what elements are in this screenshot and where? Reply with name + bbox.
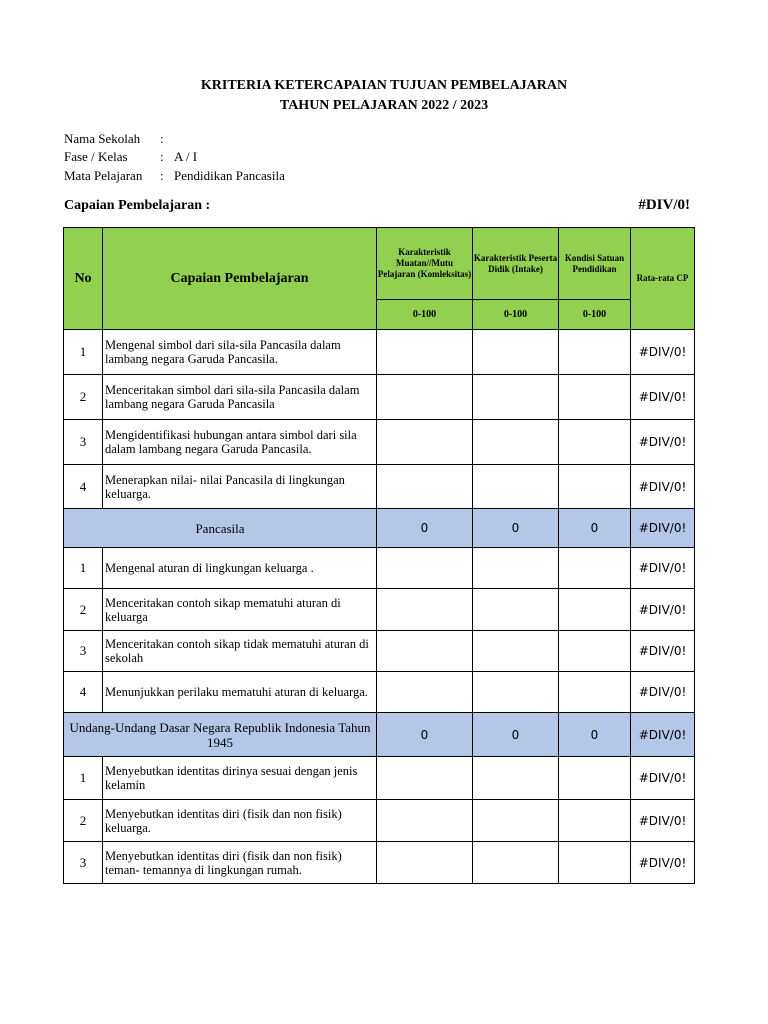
score-cell-k3 <box>559 548 631 589</box>
header-avg: Rata-rata CP <box>631 228 695 330</box>
table-row <box>64 465 695 509</box>
header-cp: Capaian Pembelajaran <box>103 228 377 330</box>
score-cell-k2 <box>473 375 559 420</box>
score-cell-k2 <box>473 800 559 842</box>
score-cell-k2 <box>473 465 559 509</box>
row-number: 3 <box>64 420 103 465</box>
header-range-k2: 0-100 <box>473 300 559 330</box>
score-cell-k3 <box>559 757 631 800</box>
document-title: KRITERIA KETERCAPAIAN TUJUAN PEMBELAJARAN <box>200 78 568 93</box>
header-k1: Karakteristik Muatan//Mutu Pelajaran (Komleksitas) <box>377 228 473 300</box>
score-cell-k2 <box>473 842 559 884</box>
table-row <box>64 757 695 800</box>
score-cell-k3 <box>559 330 631 375</box>
score-cell-k1 <box>377 420 473 465</box>
row-number: 2 <box>64 375 103 420</box>
subject-value: Pendidikan Pancasila <box>174 168 285 183</box>
school-info-row <box>64 131 174 147</box>
row-description: Mengenal aturan di lingkungan keluarga . <box>103 548 377 589</box>
score-cell-k2 <box>473 548 559 589</box>
score-cell-k2 <box>473 631 559 672</box>
table-row <box>64 800 695 842</box>
table-row <box>64 548 695 589</box>
score-cell-k1 <box>377 842 473 884</box>
row-average: #DIV/0! <box>631 548 695 589</box>
row-average: #DIV/0! <box>631 631 695 672</box>
row-number: 3 <box>64 631 103 672</box>
row-number: 1 <box>64 548 103 589</box>
summary-row <box>64 713 695 757</box>
summary-k2: 0 <box>473 713 559 757</box>
summary-average: #DIV/0! <box>631 509 695 548</box>
score-cell-k1 <box>377 589 473 631</box>
row-number: 4 <box>64 672 103 713</box>
row-number: 1 <box>64 330 103 375</box>
score-cell-k3 <box>559 631 631 672</box>
score-cell-k2 <box>473 757 559 800</box>
summary-label: Pancasila <box>64 509 377 548</box>
score-cell-k1 <box>377 757 473 800</box>
cp-heading: Capaian Pembelajaran : <box>64 198 211 213</box>
table-row <box>64 589 695 631</box>
score-cell-k3 <box>559 842 631 884</box>
row-description: Menceritakan contoh sikap tidak mematuhi aturan di sekolah <box>103 631 377 672</box>
row-number: 3 <box>64 842 103 884</box>
row-average: #DIV/0! <box>631 420 695 465</box>
document-subtitle: TAHUN PELAJARAN 2022 / 2023 <box>279 98 489 113</box>
table-row <box>64 420 695 465</box>
score-cell-k3 <box>559 420 631 465</box>
score-cell-k1 <box>377 375 473 420</box>
row-description: Menceritakan contoh sikap mematuhi aturan di keluarga <box>103 589 377 631</box>
row-description: Menyebutkan identitas diri (fisik dan non fisik) keluarga. <box>103 800 377 842</box>
score-cell-k2 <box>473 589 559 631</box>
class-info-row <box>64 149 197 165</box>
criteria-table <box>63 227 695 884</box>
cp-overall-value: #DIV/0! <box>638 197 690 213</box>
row-average: #DIV/0! <box>631 589 695 631</box>
subject-info-row <box>64 168 285 184</box>
colon: : <box>160 149 164 164</box>
score-cell-k3 <box>559 465 631 509</box>
score-cell-k3 <box>559 375 631 420</box>
row-number: 1 <box>64 757 103 800</box>
row-description: Menceritakan simbol dari sila-sila Pancasila dalam lambang negara Garuda Pancasila <box>103 375 377 420</box>
header-no: No <box>64 228 103 330</box>
row-average: #DIV/0! <box>631 757 695 800</box>
score-cell-k1 <box>377 548 473 589</box>
row-number: 4 <box>64 465 103 509</box>
score-cell-k3 <box>559 672 631 713</box>
row-average: #DIV/0! <box>631 465 695 509</box>
row-average: #DIV/0! <box>631 842 695 884</box>
header-range-k1: 0-100 <box>377 300 473 330</box>
subject-label: Mata Pelajaran <box>64 168 143 183</box>
class-value: A / I <box>174 149 198 164</box>
score-cell-k2 <box>473 672 559 713</box>
summary-k1: 0 <box>377 713 473 757</box>
table-row <box>64 330 695 375</box>
school-label: Nama Sekolah <box>64 131 141 146</box>
row-description: Menunjukkan perilaku mematuhi aturan di keluarga. <box>103 672 377 713</box>
colon: : <box>160 168 164 183</box>
class-label: Fase / Kelas <box>64 149 128 164</box>
table-row <box>64 672 695 713</box>
row-average: #DIV/0! <box>631 375 695 420</box>
table-row <box>64 631 695 672</box>
summary-k3: 0 <box>559 509 631 548</box>
table-row <box>64 842 695 884</box>
score-cell-k3 <box>559 800 631 842</box>
score-cell-k1 <box>377 800 473 842</box>
score-cell-k2 <box>473 420 559 465</box>
score-cell-k1 <box>377 330 473 375</box>
row-description: Menyebutkan identitas diri (fisik dan non fisik) teman- temannya di lingkungan rumah. <box>103 842 377 884</box>
row-number: 2 <box>64 589 103 631</box>
row-description: Mengidentifikasi hubungan antara simbol dari sila dalam lambang negara Garuda Pancasila. <box>103 420 377 465</box>
summary-k3: 0 <box>559 713 631 757</box>
score-cell-k1 <box>377 672 473 713</box>
summary-k1: 0 <box>377 509 473 548</box>
row-number: 2 <box>64 800 103 842</box>
row-description: Menerapkan nilai- nilai Pancasila di lingkungan keluarga. <box>103 465 377 509</box>
colon: : <box>160 131 164 146</box>
header-range-k3: 0-100 <box>559 300 631 330</box>
row-average: #DIV/0! <box>631 330 695 375</box>
row-average: #DIV/0! <box>631 800 695 842</box>
score-cell-k1 <box>377 631 473 672</box>
summary-row <box>64 509 695 548</box>
header-k2: Karakteristik Peserta Didik (Intake) <box>473 228 559 300</box>
summary-k2: 0 <box>473 509 559 548</box>
summary-label: Undang-Undang Dasar Negara Republik Indonesia Tahun 1945 <box>64 713 377 757</box>
row-description: Menyebutkan identitas dirinya sesuai dengan jenis kelamin <box>103 757 377 800</box>
score-cell-k1 <box>377 465 473 509</box>
header-k3: Kondisi Satuan Pendidikan <box>559 228 631 300</box>
table-row <box>64 375 695 420</box>
row-description: Mengenal simbol dari sila-sila Pancasila dalam lambang negara Garuda Pancasila. <box>103 330 377 375</box>
score-cell-k3 <box>559 589 631 631</box>
summary-average: #DIV/0! <box>631 713 695 757</box>
score-cell-k2 <box>473 330 559 375</box>
row-average: #DIV/0! <box>631 672 695 713</box>
